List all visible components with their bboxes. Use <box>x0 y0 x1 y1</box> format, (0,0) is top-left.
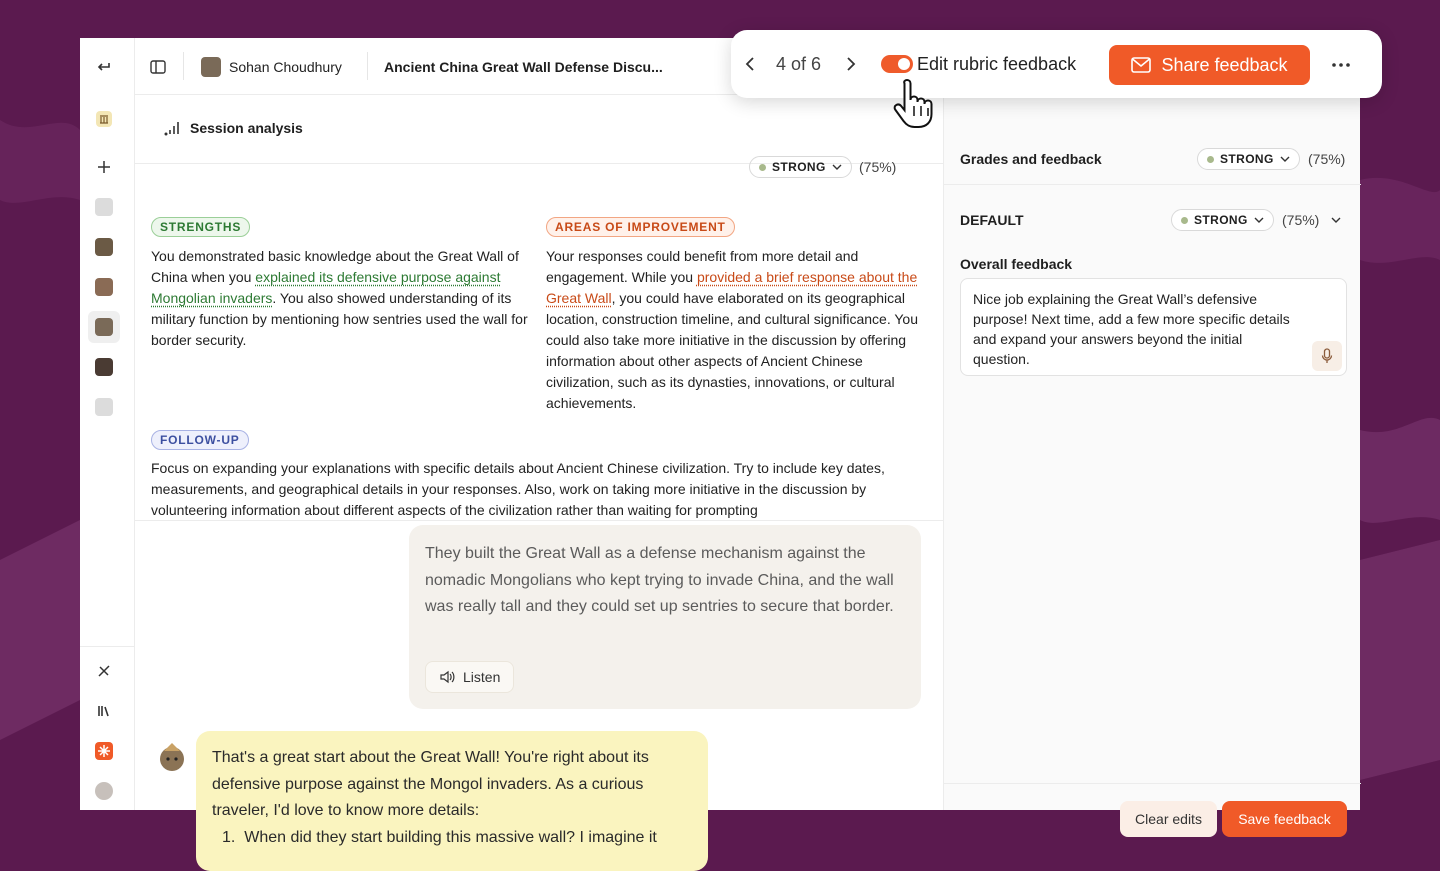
pager-label: 4 of 6 <box>776 54 822 74</box>
left-rail <box>80 38 135 810</box>
overall-feedback-text: Nice job explaining the Great Wall’s defensive purpose! Next time, add a few more specific details and expand your answers beyond the initial question. <box>973 291 1290 367</box>
section-percent: (75%) <box>1282 212 1320 228</box>
section-grade-dropdown[interactable] <box>1171 209 1274 231</box>
save-feedback-button[interactable]: Save feedback <box>1222 801 1347 837</box>
brand-logo-icon[interactable] <box>90 737 118 765</box>
main-content <box>135 95 943 846</box>
student-avatar-1[interactable] <box>90 193 118 221</box>
improvement-highlight-link[interactable]: provided a brief response about the Great Wall <box>546 269 918 306</box>
student-avatar-3[interactable] <box>90 273 118 301</box>
ai-message-text: That's a great start about the Great Wall! You're right about its defensive purpose against the Mongol invaders. As a curious traveler, I'd love to know more details: <box>212 749 649 819</box>
session-analysis-header <box>135 95 943 175</box>
improvement-text-end: , you could have elaborated on its geographical location, construction timeline, and cultural significance. You could also take more initiative in the discussion by offering information about other aspects of Ancient Chinese civilization, such as its dynasties, innovations, or cultural achievements. <box>546 290 918 411</box>
ai-message-bubble <box>196 731 708 871</box>
student-avatar-4-active[interactable] <box>88 311 120 343</box>
tools-icon[interactable] <box>90 657 118 685</box>
session-title[interactable]: Ancient China Great Wall Defense Discu... <box>384 58 663 75</box>
microphone-icon[interactable] <box>1312 341 1342 371</box>
back-arrow-icon[interactable] <box>90 53 118 81</box>
floating-toolbar <box>731 30 1382 98</box>
speaker-icon <box>439 670 455 684</box>
improvement-tag: AREAS OF IMPROVEMENT <box>546 217 735 237</box>
follow-up-tag: FOLLOW-UP <box>151 430 249 450</box>
chevron-down-icon <box>832 164 842 170</box>
edit-rubric-toggle[interactable] <box>881 55 913 73</box>
topbar-separator <box>367 52 368 80</box>
follow-up-text: Focus on expanding your explanations with specific details about Ancient Chinese civilization. Try to include key dates, measurements, and geographical details in your responses. Also, work on taking more initiative in the discussion by volunteering information about different aspects of the civilization rather than waiting for prompting <box>151 460 885 518</box>
app-window <box>80 38 1360 846</box>
chevron-down-icon <box>1254 217 1264 223</box>
chevron-down-icon <box>1280 156 1290 162</box>
section-grade-label: STRONG <box>1194 213 1248 227</box>
grade-dot <box>759 164 766 171</box>
add-icon[interactable] <box>90 153 118 181</box>
topbar-separator <box>183 52 184 80</box>
student-avatar <box>201 57 221 77</box>
panel-footer-divider <box>944 783 1361 784</box>
share-feedback-button[interactable] <box>1109 45 1310 85</box>
analysis-grade-label: STRONG <box>772 160 826 174</box>
default-section-row[interactable] <box>944 202 1361 238</box>
share-feedback-label: Share feedback <box>1161 54 1288 75</box>
student-message-bubble <box>409 525 921 709</box>
grades-feedback-panel <box>943 95 1360 827</box>
strengths-text-end: . You also showed understanding of its military function by mentioning how sentries used the wall for border security. <box>151 290 528 348</box>
panel-grade-dropdown[interactable] <box>1197 148 1300 170</box>
analysis-percent: (75%) <box>859 159 897 175</box>
student-avatar-6[interactable] <box>90 393 118 421</box>
grade-dot <box>1207 156 1214 163</box>
mail-icon <box>1131 57 1151 73</box>
library-icon[interactable] <box>90 697 118 725</box>
hand-pointer-cursor-icon <box>893 76 941 130</box>
default-section-label: DEFAULT <box>960 212 1024 228</box>
listen-button[interactable] <box>425 661 514 693</box>
ai-list-item-text: When did they start building this massive wall? I imagine it <box>244 828 657 846</box>
rail-divider <box>80 646 135 647</box>
strengths-text <box>151 246 531 351</box>
section-collapse-chevron-icon[interactable] <box>1331 217 1341 223</box>
analysis-grade-dropdown[interactable] <box>749 156 852 178</box>
listen-label: Listen <box>463 669 501 685</box>
user-profile-avatar[interactable] <box>90 777 118 805</box>
strengths-highlight-link[interactable]: explained its defensive purpose against Mongolian invaders <box>151 269 501 306</box>
student-avatar-2[interactable] <box>90 233 118 261</box>
improvement-text-start: Your responses could benefit from more detail and engagement. While you <box>546 248 859 285</box>
overall-feedback-label: Overall feedback <box>960 256 1073 272</box>
ai-message-list-item: 1. When did they start building this massive wall? I imagine it <box>222 828 657 846</box>
student-avatar-5[interactable] <box>90 353 118 381</box>
ai-tutor-avatar <box>155 739 189 773</box>
clear-edits-button[interactable]: Clear edits <box>1120 801 1217 837</box>
strengths-tag: STRENGTHS <box>151 217 250 237</box>
chevron-right-icon[interactable] <box>846 57 856 71</box>
grade-dot <box>1181 217 1188 224</box>
panel-percent: (75%) <box>1308 151 1346 167</box>
grades-title: Grades and feedback <box>960 151 1102 167</box>
session-analysis-title: Session analysis <box>190 120 303 136</box>
bar-chart-icon <box>164 120 182 136</box>
temple-icon[interactable] <box>90 105 118 133</box>
overall-feedback-textarea[interactable] <box>960 278 1347 376</box>
grades-header <box>944 95 1361 185</box>
student-name: Sohan Choudhury <box>229 58 342 75</box>
sidebar-toggle-icon[interactable] <box>149 38 167 95</box>
panel-grade-label: STRONG <box>1220 152 1274 166</box>
strengths-text-start: You demonstrated basic knowledge about the Great Wall of China when you <box>151 248 519 285</box>
student-chip[interactable] <box>201 38 342 95</box>
more-options-icon[interactable] <box>1332 63 1350 67</box>
student-message-text: They built the Great Wall as a defense mechanism against the nomadic Mongolians who kept trying to invade China, and the wall was really tall and they could set up sentries to secure that border. <box>425 545 894 615</box>
chevron-left-icon[interactable] <box>745 57 755 71</box>
edit-rubric-label: Edit rubric feedback <box>917 54 1077 74</box>
analysis-divider <box>135 520 943 521</box>
improvement-text <box>546 246 931 414</box>
